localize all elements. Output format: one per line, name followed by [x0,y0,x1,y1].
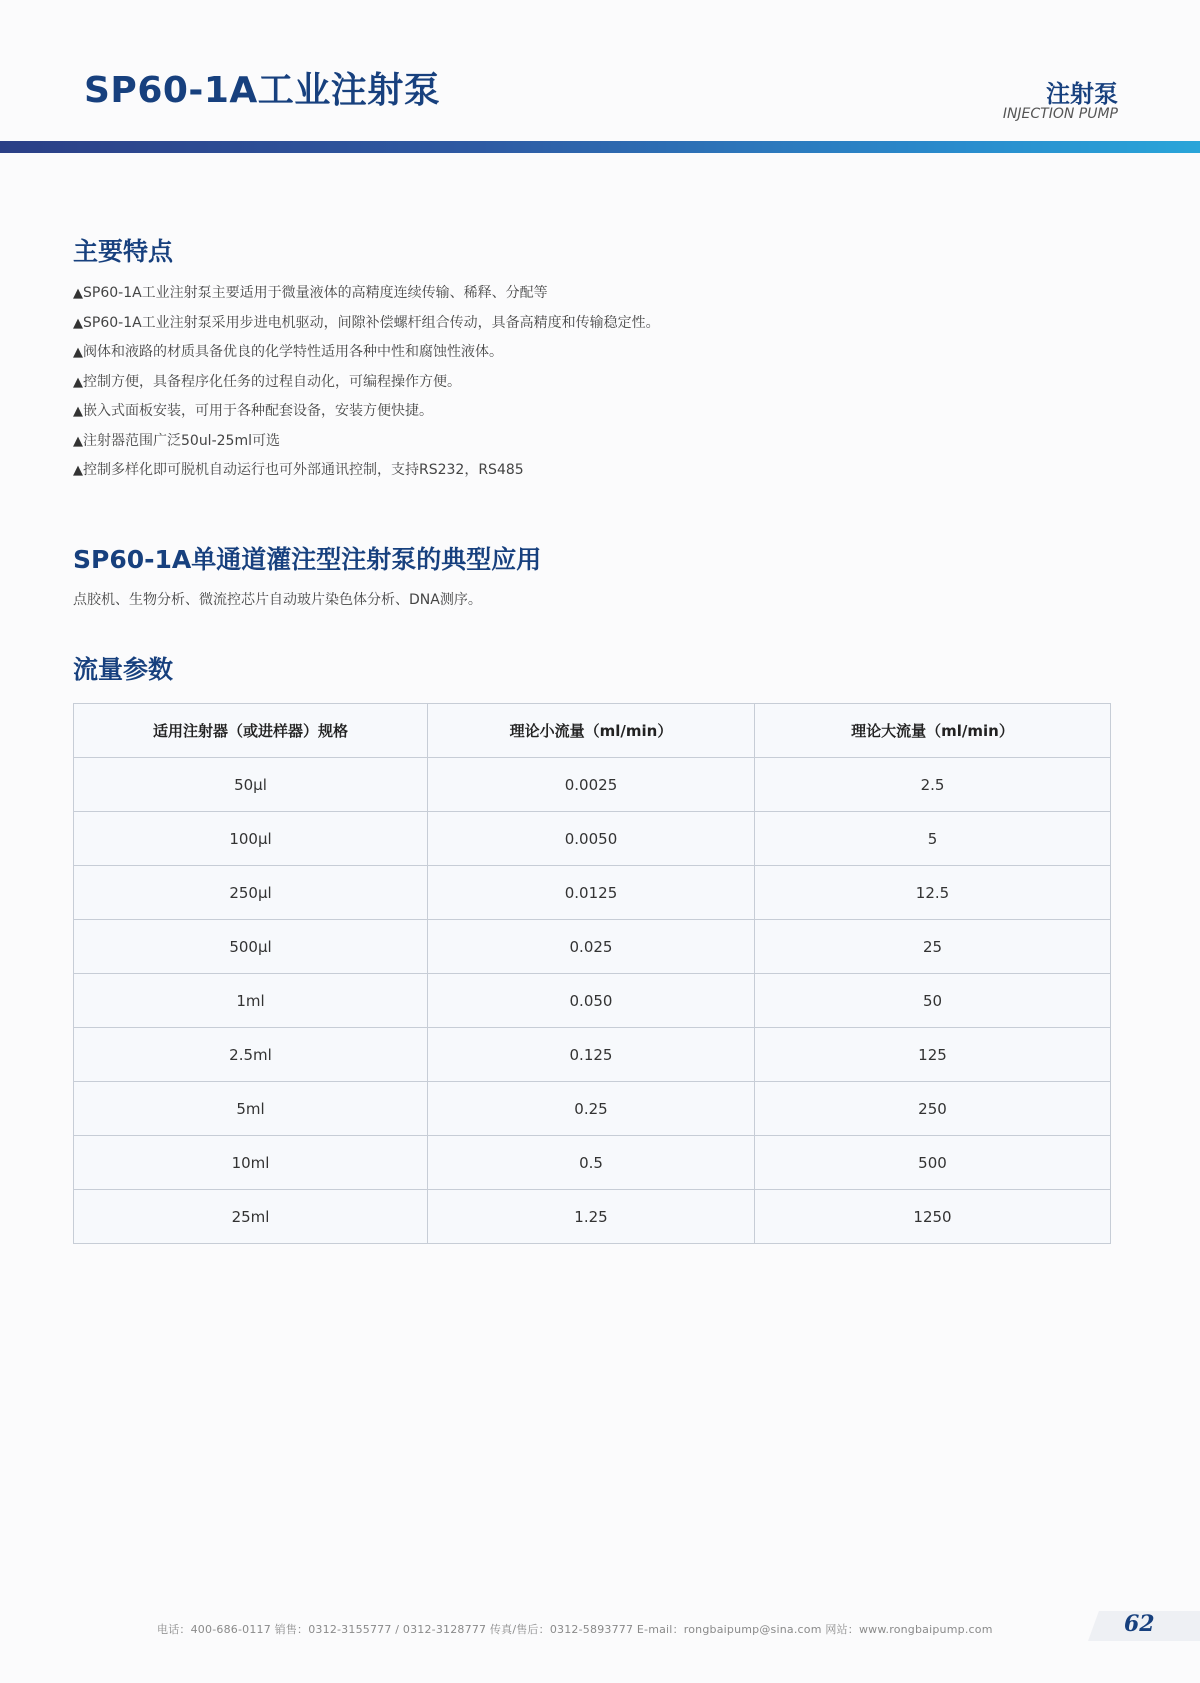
min-flow-cell: 0.025 [428,920,755,974]
max-flow-cell: 5 [755,812,1111,866]
min-flow-cell: 0.5 [428,1136,755,1190]
feature-item [73,372,660,402]
max-flow-cell: 12.5 [755,866,1111,920]
syringe-cell: 25ml [74,1190,428,1244]
max-flow-cell: 2.5 [755,758,1111,812]
feature-text: 注射器范围广泛50ul-25ml可选 [83,432,280,449]
syringe-cell: 5ml [74,1082,428,1136]
max-flow-cell: 1250 [755,1190,1111,1244]
table-row [74,758,1111,812]
header-gradient-bar [0,141,1200,153]
page-number: 62 [1124,1611,1155,1637]
triangle-bullet-icon: ▲ [73,345,83,360]
min-flow-cell: 0.0025 [428,758,755,812]
footer-contact: 电话：400-686-0117 销售：0312-3155777 / 0312-3128777 传真/售后：0312-5893777 E-mail：rongbaipump@sina.com 网站：www.rongbaipump.com [157,1623,993,1636]
table-row [74,974,1111,1028]
triangle-bullet-icon: ▲ [73,463,83,478]
max-flow-cell: 125 [755,1028,1111,1082]
min-flow-cell: 0.25 [428,1082,755,1136]
feature-item [73,313,660,343]
feature-item [73,283,660,313]
syringe-cell: 50μl [74,758,428,812]
min-flow-cell: 0.125 [428,1028,755,1082]
min-flow-cell: 0.050 [428,974,755,1028]
feature-item [73,342,660,372]
feature-item [73,401,660,431]
triangle-bullet-icon: ▲ [73,404,83,419]
syringe-cell: 10ml [74,1136,428,1190]
min-flow-cell: 1.25 [428,1190,755,1244]
syringe-cell: 2.5ml [74,1028,428,1082]
syringe-cell: 250μl [74,866,428,920]
syringe-cell: 100μl [74,812,428,866]
table-row [74,1190,1111,1244]
table-row [74,812,1111,866]
feature-item [73,460,660,490]
page-title: SP60-1A工业注射泵 [84,70,441,111]
syringe-cell: 1ml [74,974,428,1028]
syringe-cell: 500μl [74,920,428,974]
feature-text: SP60-1A工业注射泵主要适用于微量液体的高精度连续传输、稀释、分配等 [83,285,548,301]
column-header-max-flow: 理论大流量（ml/min） [755,704,1111,758]
min-flow-cell: 0.0050 [428,812,755,866]
max-flow-cell: 500 [755,1136,1111,1190]
table-row [74,866,1111,920]
feature-item [73,431,660,461]
application-text: 点胶机、生物分析、微流控芯片自动玻片染色体分析、DNA测序。 [73,592,482,608]
feature-list [73,283,660,490]
table-header-row [74,704,1111,758]
category-title-en: INJECTION PUMP [1002,106,1118,122]
max-flow-cell: 250 [755,1082,1111,1136]
max-flow-cell: 25 [755,920,1111,974]
category-title: 注射泵 [1046,80,1118,108]
flow-heading: 流量参数 [73,655,174,684]
column-header-min-flow: 理论小流量（ml/min） [428,704,755,758]
flow-table [73,703,1111,1244]
feature-text: 控制方便，具备程序化任务的过程自动化，可编程操作方便。 [83,373,461,390]
table-row [74,1136,1111,1190]
column-header-syringe: 适用注射器（或进样器）规格 [74,704,428,758]
application-heading: SP60-1A单通道灌注型注射泵的典型应用 [73,545,542,574]
triangle-bullet-icon: ▲ [73,433,83,449]
feature-text: SP60-1A工业注射泵采用步进电机驱动，间隙补偿螺杆组合传动，具备高精度和传输稳定性。 [83,314,660,331]
features-heading: 主要特点 [73,237,174,266]
feature-text: 嵌入式面板安装，可用于各种配套设备，安装方便快捷。 [83,403,433,419]
table-row [74,920,1111,974]
triangle-bullet-icon: ▲ [73,286,83,301]
feature-text: 阀体和液路的材质具备优良的化学特性适用各种中性和腐蚀性液体。 [83,344,503,360]
triangle-bullet-icon: ▲ [73,374,83,390]
max-flow-cell: 50 [755,974,1111,1028]
table-row [74,1028,1111,1082]
min-flow-cell: 0.0125 [428,866,755,920]
feature-text: 控制多样化即可脱机自动运行也可外部通讯控制，支持RS232，RS485 [83,462,524,478]
triangle-bullet-icon: ▲ [73,315,83,331]
table-row [74,1082,1111,1136]
